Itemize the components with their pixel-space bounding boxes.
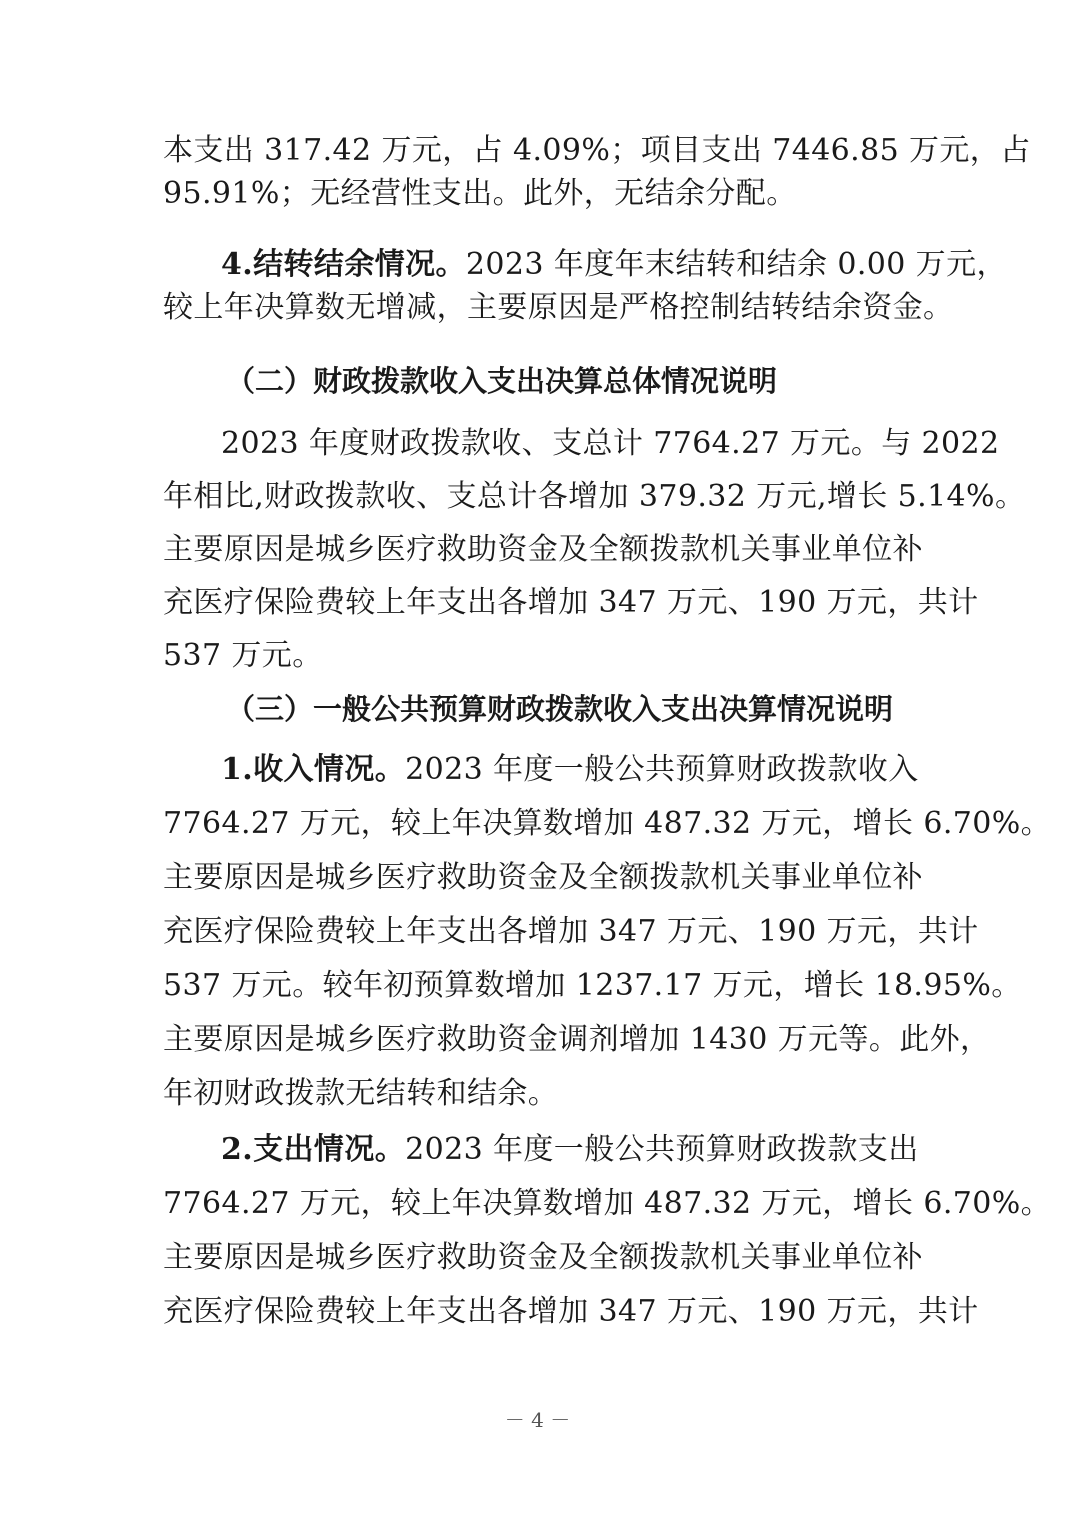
paragraph-line: 较上年决算数无增减，主要原因是严格控制结转结余资金。 (163, 290, 954, 325)
carryover-text: 2023 年度年末结转和结余 0.00 万元， (465, 247, 1007, 282)
paragraph-line: 主要原因是城乡医疗救助资金调剂增加 1430 万元等。此外， (163, 1022, 991, 1057)
paragraph-line: 主要原因是城乡医疗救助资金及全额拨款机关事业单位补 (163, 1240, 923, 1275)
paragraph-line: 7764.27 万元，较上年决算数增加 487.32 万元，增长 6.70%。 (163, 1186, 1052, 1221)
paragraph-line: 充医疗保险费较上年支出各增加 347 万元、190 万元，共计 (163, 1294, 979, 1329)
expense-paragraph-line (221, 1132, 919, 1168)
paragraph-line: 年相比,财政拨款收、支总计各增加 379.32 万元,增长 5.14%。 (163, 479, 1026, 514)
section-heading-3: （三）一般公共预算财政拨款收入支出决算情况说明 (226, 692, 894, 726)
paragraph-line: 年初财政拨款无结转和结余。 (163, 1076, 559, 1111)
paragraph-line: 充医疗保险费较上年支出各增加 347 万元、190 万元，共计 (163, 585, 979, 620)
page-number: － 4 － (504, 1408, 571, 1432)
income-text: 2023 年度一般公共预算财政拨款收入 (405, 752, 919, 787)
paragraph-line: 95.91%；无经营性支出。此外，无结余分配。 (163, 176, 797, 211)
paragraph-line: 7764.27 万元，较上年决算数增加 487.32 万元，增长 6.70%。 (163, 806, 1052, 841)
income-heading: 1.收入情况。 (221, 752, 406, 787)
carryover-heading: 4.结转结余情况。 (221, 247, 466, 282)
paragraph-line: 主要原因是城乡医疗救助资金及全额拨款机关事业单位补 (163, 532, 923, 567)
expense-text: 2023 年度一般公共预算财政拨款支出 (405, 1132, 919, 1167)
income-paragraph-line (221, 752, 919, 788)
carryover-paragraph-line (221, 247, 1007, 283)
paragraph-line: 充医疗保险费较上年支出各增加 347 万元、190 万元，共计 (163, 914, 979, 949)
paragraph-line: 537 万元。 (163, 638, 323, 673)
paragraph-line: 537 万元。较年初预算数增加 1237.17 万元，增长 18.95%。 (163, 968, 1022, 1003)
paragraph-line: 2023 年度财政拨款收、支总计 7764.27 万元。与 2022 (221, 426, 1000, 461)
paragraph-line: 主要原因是城乡医疗救助资金及全额拨款机关事业单位补 (163, 860, 923, 895)
section-heading-2: （二）财政拨款收入支出决算总体情况说明 (226, 364, 778, 398)
expense-heading: 2.支出情况。 (221, 1132, 406, 1167)
paragraph-line: 本支出 317.42 万元，占 4.09%；项目支出 7446.85 万元，占 (163, 133, 1031, 168)
